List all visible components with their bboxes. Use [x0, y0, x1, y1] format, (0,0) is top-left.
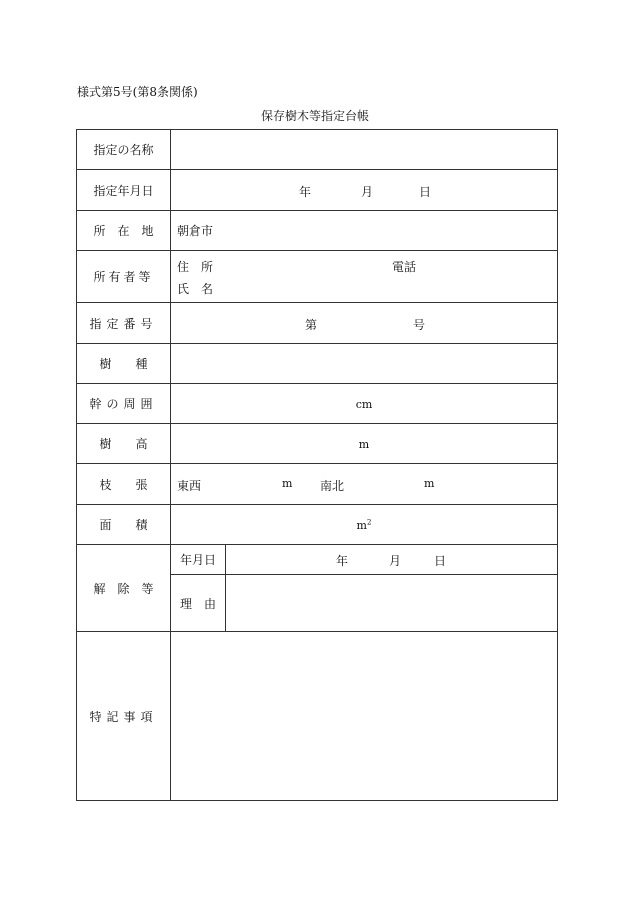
field-owner[interactable] [171, 251, 558, 303]
owner-name-label: 氏 名 [177, 282, 214, 296]
row-girth [77, 384, 558, 424]
label-height: 樹 高 [77, 424, 171, 464]
number-suffix: 号 [413, 318, 426, 332]
row-designation-date [77, 170, 558, 211]
field-cancellation-date[interactable] [226, 545, 558, 575]
number-prefix: 第 [305, 318, 318, 332]
label-location: 所 在 地 [77, 211, 171, 251]
cancel-month-char: 月 [389, 554, 402, 568]
field-location[interactable] [171, 211, 558, 251]
designation-ledger-table [76, 129, 558, 801]
location-value: 朝倉市 [177, 224, 214, 238]
row-cancellation-date [77, 545, 558, 575]
field-area[interactable] [171, 505, 558, 545]
row-spread [77, 464, 558, 505]
label-area: 面 積 [77, 505, 171, 545]
girth-unit: cm [355, 397, 373, 411]
height-unit: m [358, 437, 370, 451]
label-notes: 特記事項 [77, 632, 171, 801]
row-designation-number [77, 303, 558, 344]
label-species: 樹 種 [77, 344, 171, 384]
label-designation-date: 指定年月日 [77, 170, 171, 211]
label-designation-number: 指定番号 [77, 303, 171, 344]
field-species[interactable] [171, 344, 558, 384]
field-girth[interactable] [171, 384, 558, 424]
row-height [77, 424, 558, 464]
label-cancellation: 解 除 等 [77, 545, 171, 632]
field-designation-date[interactable] [171, 170, 558, 211]
row-species [77, 344, 558, 384]
field-name[interactable] [171, 130, 558, 170]
form-number: 様式第5号(第8条関係) [77, 85, 198, 99]
label-girth: 幹の周囲 [77, 384, 171, 424]
row-area [77, 505, 558, 545]
row-location [77, 211, 558, 251]
cancel-year-char: 年 [336, 554, 349, 568]
spread-east-west-unit: m [282, 477, 293, 490]
cancel-day-char: 日 [434, 554, 447, 568]
row-notes [77, 632, 558, 801]
label-name: 指定の名称 [77, 130, 171, 170]
area-unit: $m^2$ [356, 517, 372, 532]
label-spread: 枝 張 [77, 464, 171, 505]
spread-east-west-label: 東西 [177, 479, 202, 493]
document-title: 保存樹木等指定台帳 [260, 109, 369, 123]
row-owner [77, 251, 558, 303]
field-spread[interactable] [171, 464, 558, 505]
row-name [77, 130, 558, 170]
field-cancellation-reason[interactable] [226, 575, 558, 632]
field-height[interactable] [171, 424, 558, 464]
spread-north-south-label: 南北 [320, 479, 345, 493]
owner-phone-label: 電話 [392, 260, 417, 274]
label-cancellation-reason: 理 由 [171, 575, 226, 632]
spread-north-south-unit: m [424, 477, 435, 490]
field-designation-number[interactable] [171, 303, 558, 344]
owner-address-label: 住 所 [177, 260, 214, 274]
year-char: 年 [299, 185, 312, 199]
day-char: 日 [419, 185, 432, 199]
field-notes[interactable] [171, 632, 558, 801]
label-cancellation-date: 年月日 [171, 545, 226, 575]
label-owner: 所有者等 [77, 251, 171, 303]
month-char: 月 [361, 185, 374, 199]
